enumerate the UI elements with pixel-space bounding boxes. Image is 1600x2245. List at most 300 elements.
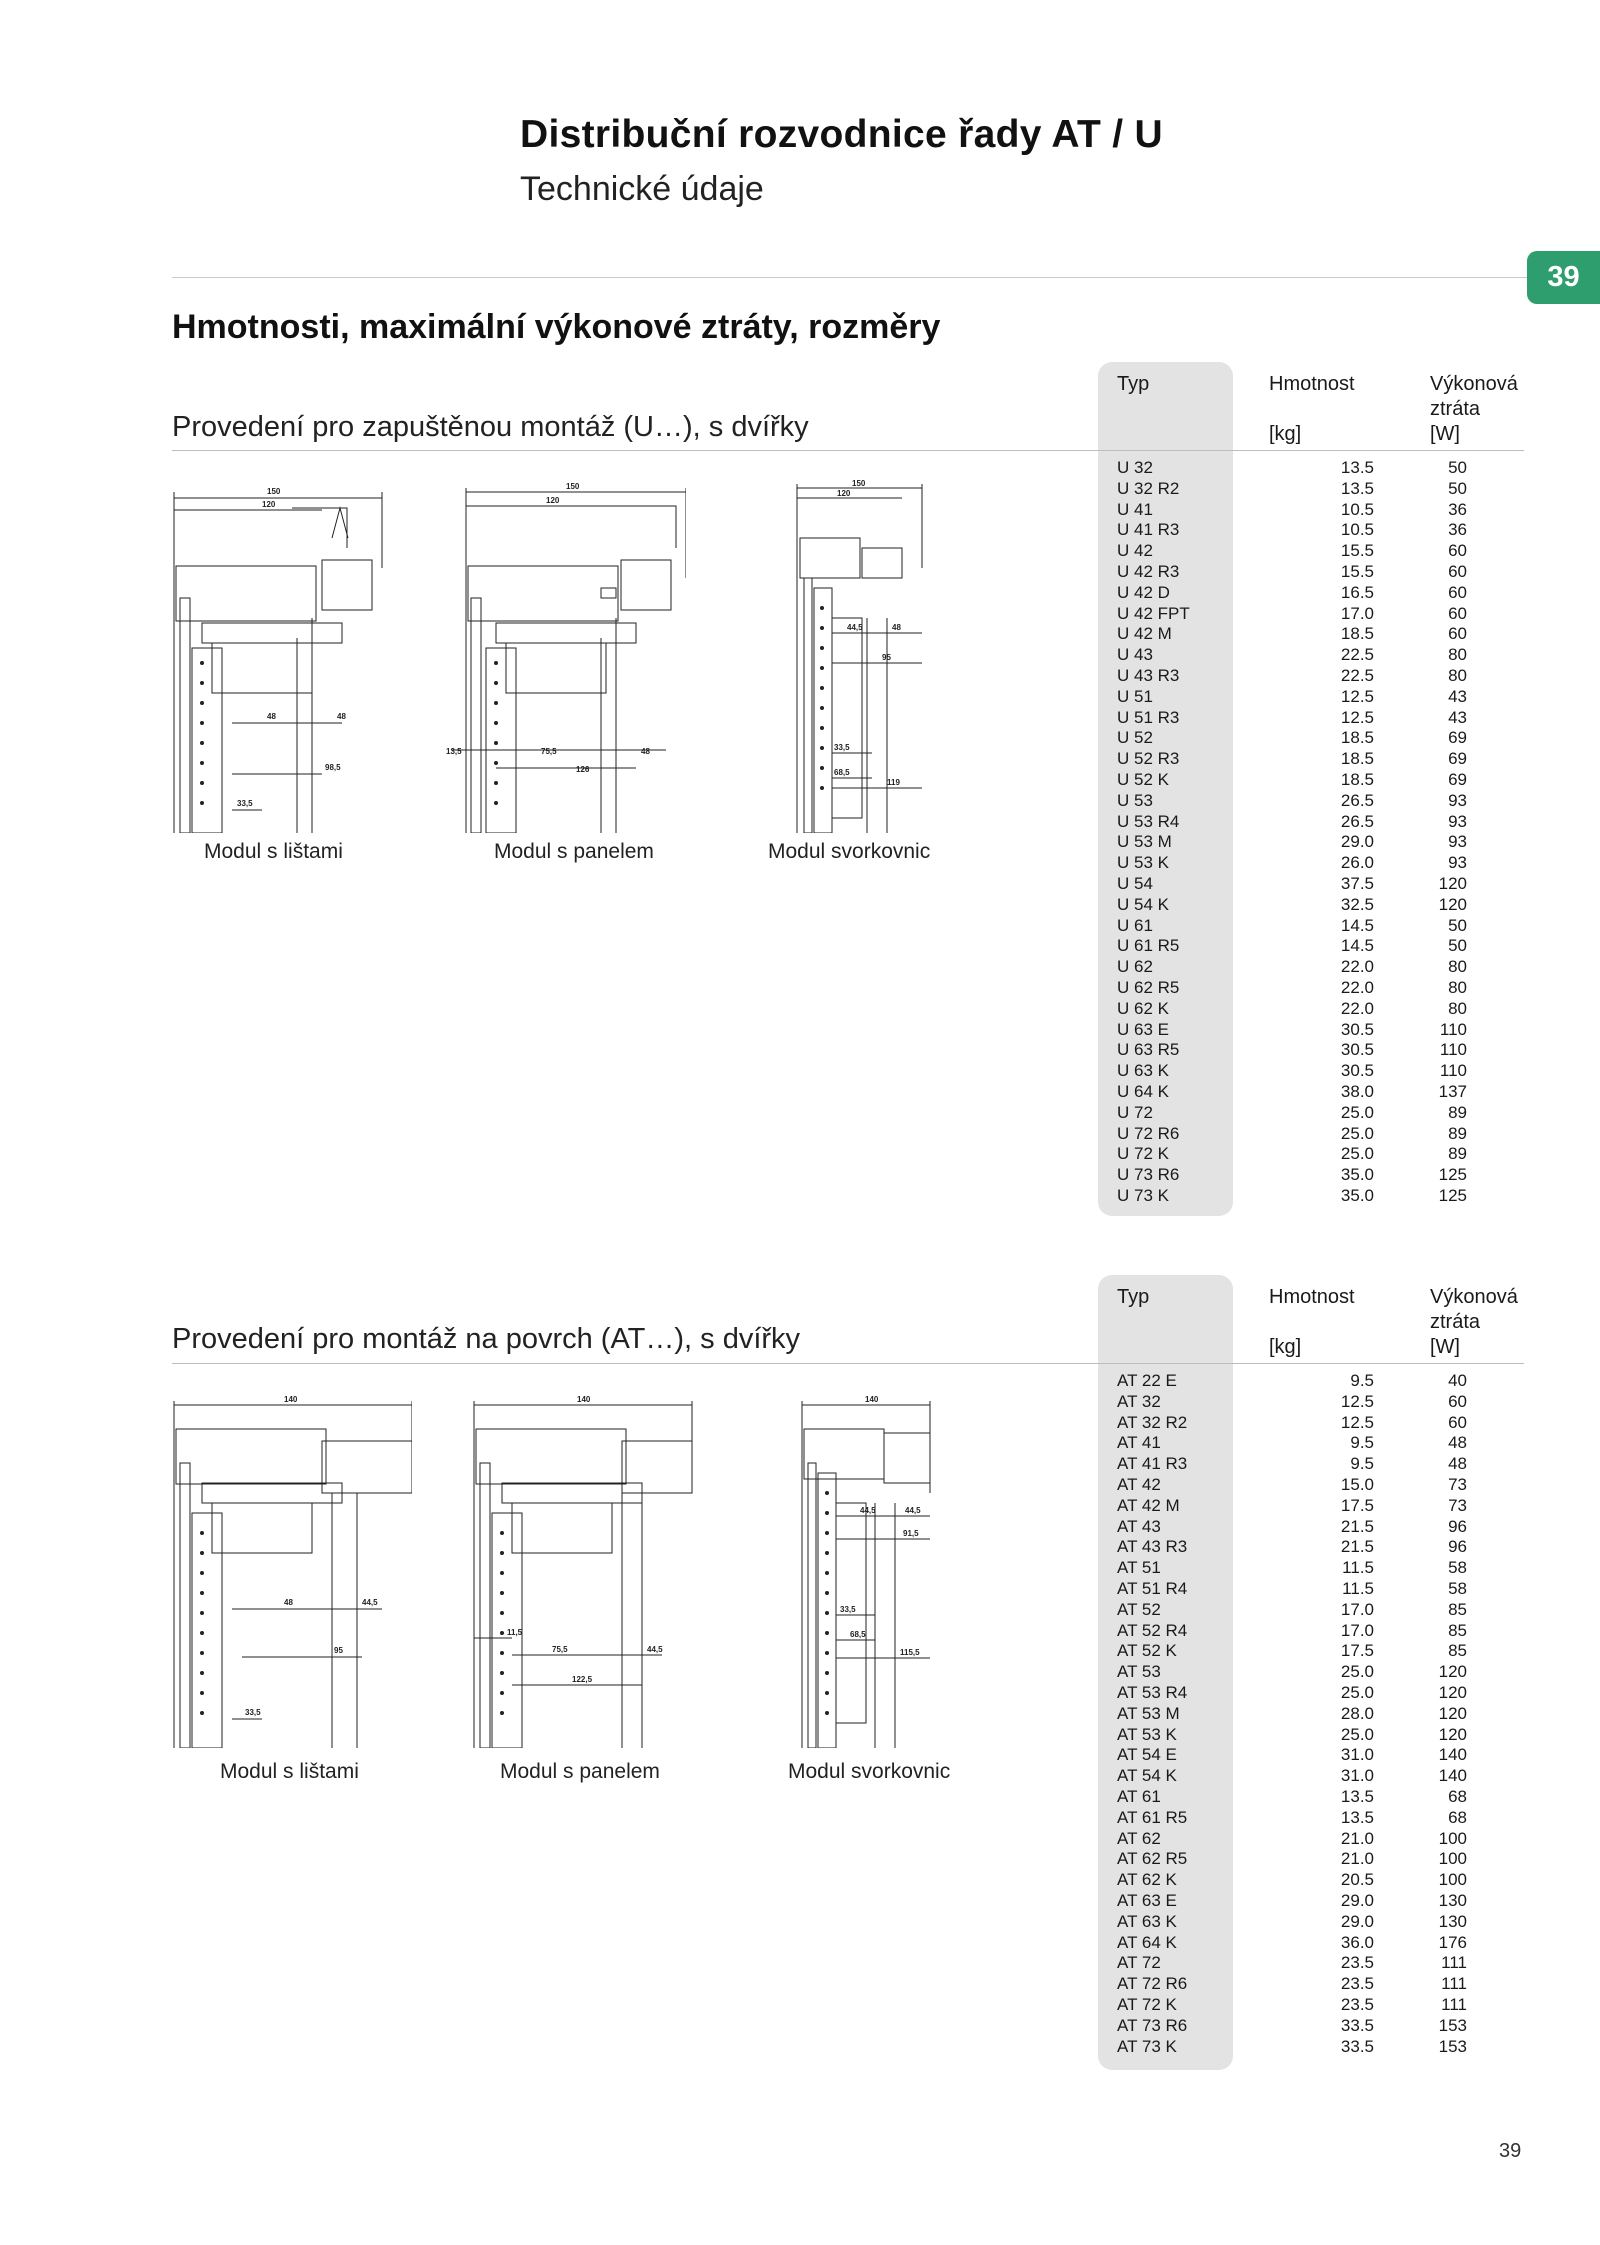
loss-cell: 89: [1448, 1123, 1467, 1143]
dim-label: 140: [284, 1395, 298, 1404]
loss-cell: 48: [1448, 1454, 1467, 1474]
table-row: [1117, 2016, 1467, 2037]
table-row: [1117, 708, 1467, 729]
loss-cell: 60: [1448, 1391, 1467, 1411]
weight-cell: 25.0: [1340, 1724, 1374, 1744]
loss-cell: 85: [1448, 1599, 1467, 1619]
type-cell: U 62 K: [1117, 998, 1169, 1018]
table-row: [1117, 562, 1467, 583]
dim-label: 48: [641, 747, 650, 756]
weight-cell: 9.5: [1350, 1433, 1374, 1453]
type-cell: AT 53 R4: [1117, 1682, 1188, 1702]
type-cell: AT 54 E: [1117, 1745, 1177, 1765]
loss-cell: 89: [1448, 1102, 1467, 1122]
loss-cell: 100: [1438, 1870, 1467, 1890]
loss-cell: 36: [1448, 499, 1467, 519]
table-row: [1117, 520, 1467, 541]
page-tab-badge: 39: [1527, 251, 1600, 304]
loss-cell: 69: [1448, 749, 1467, 769]
table-row: [1117, 1995, 1467, 2016]
type-cell: U 32 R2: [1117, 478, 1180, 498]
weight-cell: 15.0: [1340, 1474, 1374, 1494]
caption-at-1: Modul s lištami: [220, 1760, 359, 1783]
section-title-u: Provedení pro zapuštěnou montáž (U…), s dvířky: [172, 411, 809, 443]
table-row: [1117, 1413, 1467, 1434]
loss-cell: 80: [1448, 977, 1467, 997]
caption-at-3: Modul svorkovnic: [788, 1760, 951, 1783]
loss-cell: 130: [1438, 1890, 1467, 1910]
loss-cell: 130: [1438, 1911, 1467, 1931]
header-type-at: Typ: [1117, 1286, 1150, 1308]
table-row: [1117, 1020, 1467, 1041]
weight-cell: 12.5: [1340, 1412, 1374, 1432]
type-cell: AT 53: [1117, 1662, 1161, 1682]
loss-cell: 125: [1438, 1165, 1467, 1185]
dim-label: 13,5: [446, 747, 462, 756]
dim-label: 122,5: [572, 1675, 593, 1684]
weight-cell: 18.5: [1340, 749, 1374, 769]
dim-label: 115,5: [900, 1648, 920, 1657]
dim-label: 33,5: [245, 1708, 261, 1717]
type-cell: U 64 K: [1117, 1081, 1169, 1101]
weight-cell: 21.5: [1340, 1537, 1374, 1557]
dim-label: 140: [577, 1395, 591, 1404]
dim-label: 95: [882, 653, 891, 662]
type-cell: U 72: [1117, 1102, 1153, 1122]
table-row: [1117, 1061, 1467, 1082]
loss-cell: 80: [1448, 645, 1467, 665]
loss-cell: 153: [1438, 2036, 1467, 2056]
type-cell: U 43 R3: [1117, 665, 1180, 685]
weight-cell: 25.0: [1340, 1102, 1374, 1122]
loss-cell: 140: [1438, 1745, 1467, 1765]
type-cell: AT 51: [1117, 1558, 1161, 1578]
table-row: [1117, 1558, 1467, 1579]
weight-cell: 17.0: [1340, 1620, 1374, 1640]
table-row: [1117, 1662, 1467, 1683]
weight-cell: 17.5: [1340, 1495, 1374, 1515]
dim-label: 120: [546, 496, 560, 505]
weight-cell: 26.5: [1340, 790, 1374, 810]
table-row: [1117, 1103, 1467, 1124]
weight-cell: 9.5: [1350, 1371, 1374, 1390]
table-row: [1117, 1124, 1467, 1145]
header-loss-at-1: Výkonová: [1430, 1286, 1518, 1308]
loss-cell: 110: [1439, 1061, 1467, 1081]
loss-cell: 120: [1438, 1724, 1467, 1744]
weight-cell: 22.5: [1340, 665, 1374, 685]
weight-cell: 18.5: [1340, 728, 1374, 748]
dim-label: 44,5: [847, 623, 863, 632]
loss-cell: 60: [1448, 561, 1467, 581]
type-cell: U 61 R5: [1117, 936, 1180, 956]
type-cell: U 51 R3: [1117, 707, 1180, 727]
weight-cell: 15.5: [1340, 561, 1374, 581]
loss-cell: 69: [1448, 769, 1467, 789]
loss-cell: 69: [1448, 728, 1467, 748]
loss-cell: 85: [1448, 1620, 1467, 1640]
weight-cell: 18.5: [1340, 769, 1374, 789]
weight-cell: 21.0: [1340, 1849, 1374, 1869]
weight-cell: 9.5: [1350, 1454, 1374, 1474]
weight-cell: 17.0: [1340, 603, 1374, 623]
table-row: [1117, 1433, 1467, 1454]
type-cell: AT 52: [1117, 1599, 1161, 1619]
type-cell: AT 41 R3: [1117, 1454, 1188, 1474]
loss-cell: 111: [1441, 1974, 1467, 1994]
table-row: [1117, 1933, 1467, 1954]
weight-cell: 13.5: [1340, 1786, 1374, 1806]
type-cell: U 41 R3: [1117, 520, 1180, 540]
page-title: Distribuční rozvodnice řady AT / U: [520, 113, 1163, 156]
table-row: [1117, 604, 1467, 625]
type-cell: AT 63 K: [1117, 1911, 1177, 1931]
dim-label: 68,5: [850, 1630, 866, 1639]
section-divider-u: [172, 450, 1524, 451]
caption-u-2: Modul s panelem: [494, 840, 654, 863]
drawing-u-modul-svorkovnic: [792, 478, 927, 833]
type-cell: AT 61 R5: [1117, 1807, 1188, 1827]
dim-label: 140: [865, 1395, 879, 1404]
loss-cell: 60: [1448, 582, 1467, 602]
dim-label: 98,5: [325, 763, 341, 772]
type-cell: AT 72 K: [1117, 1994, 1177, 2014]
header-loss-unit-u: [W]: [1430, 423, 1460, 445]
weight-cell: 21.0: [1340, 1828, 1374, 1848]
weight-cell: 25.0: [1340, 1144, 1374, 1164]
loss-cell: 68: [1448, 1786, 1467, 1806]
type-cell: AT 53 K: [1117, 1724, 1177, 1744]
table-row: [1117, 1683, 1467, 1704]
page-subtitle: Technické údaje: [520, 170, 764, 208]
loss-cell: 153: [1438, 2015, 1467, 2035]
page-number: 39: [1499, 2140, 1522, 2162]
weight-cell: 18.5: [1340, 624, 1374, 644]
table-row: [1117, 1579, 1467, 1600]
weight-cell: 30.5: [1340, 1040, 1374, 1060]
dim-label: 48: [267, 712, 276, 721]
loss-cell: 73: [1448, 1495, 1467, 1515]
table-row: [1117, 978, 1467, 999]
type-cell: U 63 E: [1117, 1019, 1169, 1039]
type-cell: U 32: [1117, 458, 1153, 477]
type-cell: U 62: [1117, 957, 1153, 977]
table-row: [1117, 479, 1467, 500]
table-row: [1117, 1600, 1467, 1621]
weight-cell: 29.0: [1340, 832, 1374, 852]
table-row: [1117, 583, 1467, 604]
table-row: [1117, 1537, 1467, 1558]
table-row: [1117, 1392, 1467, 1413]
weight-cell: 12.5: [1340, 686, 1374, 706]
weight-cell: 26.5: [1340, 811, 1374, 831]
table-row: [1117, 895, 1467, 916]
weight-cell: 12.5: [1340, 707, 1374, 727]
loss-cell: 60: [1448, 624, 1467, 644]
loss-cell: 93: [1448, 811, 1467, 831]
type-cell: U 54: [1117, 873, 1153, 893]
table-row: [1117, 1144, 1467, 1165]
type-cell: AT 63 E: [1117, 1890, 1177, 1910]
dim-label: 68,5: [834, 768, 850, 777]
header-weight-unit-at: [kg]: [1269, 1336, 1302, 1358]
table-row: [1117, 1870, 1467, 1891]
dim-label: 120: [262, 500, 276, 509]
weight-cell: 30.5: [1340, 1061, 1374, 1081]
caption-u-3: Modul svorkovnic: [768, 840, 931, 863]
dim-label: 48: [892, 623, 901, 632]
header-type-u: Typ: [1117, 373, 1150, 395]
type-cell: AT 64 K: [1117, 1932, 1177, 1952]
weight-cell: 31.0: [1340, 1766, 1374, 1786]
header-weight-u: Hmotnost: [1269, 373, 1355, 395]
drawing-at-modul-listy: [172, 1393, 412, 1748]
type-cell: AT 73 K: [1117, 2036, 1177, 2056]
loss-cell: 60: [1448, 541, 1467, 561]
table-row: [1117, 853, 1467, 874]
drawing-at-modul-panel: [472, 1393, 694, 1748]
type-cell: AT 43: [1117, 1516, 1161, 1536]
dim-label: 33,5: [834, 743, 850, 752]
weight-cell: 32.5: [1340, 894, 1374, 914]
weight-cell: 25.0: [1340, 1662, 1374, 1682]
loss-cell: 100: [1438, 1849, 1467, 1869]
weight-cell: 25.0: [1340, 1123, 1374, 1143]
table-row: [1117, 1808, 1467, 1829]
type-cell: U 52 R3: [1117, 749, 1180, 769]
weight-cell: 14.5: [1340, 915, 1374, 935]
loss-cell: 58: [1448, 1558, 1467, 1578]
table-row: [1117, 1974, 1467, 1995]
table-row: [1117, 1496, 1467, 1517]
weight-cell: 31.0: [1340, 1745, 1374, 1765]
weight-cell: 23.5: [1340, 1974, 1374, 1994]
table-row: [1117, 832, 1467, 853]
type-cell: U 73 K: [1117, 1185, 1169, 1205]
type-cell: AT 52 R4: [1117, 1620, 1188, 1640]
type-cell: U 54 K: [1117, 894, 1169, 914]
loss-cell: 100: [1438, 1828, 1467, 1848]
loss-cell: 93: [1448, 790, 1467, 810]
table-row: [1117, 1704, 1467, 1725]
table-row: [1117, 624, 1467, 645]
weight-cell: 12.5: [1340, 1391, 1374, 1411]
weight-cell: 10.5: [1340, 499, 1374, 519]
type-cell: AT 61: [1117, 1786, 1161, 1806]
loss-cell: 43: [1448, 686, 1467, 706]
type-cell: U 51: [1117, 686, 1153, 706]
weight-cell: 22.5: [1340, 645, 1374, 665]
weight-cell: 14.5: [1340, 936, 1374, 956]
loss-cell: 120: [1438, 873, 1467, 893]
table-row: [1117, 770, 1467, 791]
table-row: [1117, 1766, 1467, 1787]
weight-cell: 25.0: [1340, 1682, 1374, 1702]
loss-cell: 120: [1438, 894, 1467, 914]
table-row: [1117, 1040, 1467, 1061]
weight-cell: 30.5: [1340, 1019, 1374, 1039]
dim-label: 11,5: [507, 1628, 523, 1637]
loss-cell: 80: [1448, 957, 1467, 977]
dim-label: 75,5: [541, 747, 557, 756]
weight-cell: 29.0: [1340, 1911, 1374, 1931]
table-row: [1117, 957, 1467, 978]
weight-cell: 22.0: [1340, 977, 1374, 997]
loss-cell: 80: [1448, 665, 1467, 685]
type-cell: AT 73 R6: [1117, 2015, 1188, 2035]
dim-label: 150: [852, 479, 866, 488]
dim-label: 120: [837, 489, 851, 498]
dim-label: 95: [334, 1646, 343, 1655]
type-cell: U 73 R6: [1117, 1165, 1180, 1185]
table-row: [1117, 874, 1467, 895]
loss-cell: 96: [1448, 1516, 1467, 1536]
dim-label: 44,5: [362, 1598, 378, 1607]
weight-cell: 13.5: [1340, 478, 1374, 498]
dim-label: 48: [284, 1598, 293, 1607]
type-cell: AT 72 R6: [1117, 1974, 1188, 1994]
drawing-at-modul-svorkovnic: [800, 1393, 935, 1748]
weight-cell: 38.0: [1340, 1081, 1374, 1101]
weight-cell: 15.5: [1340, 541, 1374, 561]
table-row: [1117, 749, 1467, 770]
type-cell: U 42: [1117, 541, 1153, 561]
table-row: [1117, 687, 1467, 708]
loss-cell: 43: [1448, 707, 1467, 727]
type-cell: AT 42 M: [1117, 1495, 1180, 1515]
dim-label: 48: [337, 712, 346, 721]
table-row: [1117, 728, 1467, 749]
type-cell: U 72 K: [1117, 1144, 1169, 1164]
dim-label: 33,5: [237, 799, 253, 808]
type-cell: AT 51 R4: [1117, 1578, 1188, 1598]
type-cell: U 43: [1117, 645, 1153, 665]
table-row: [1117, 500, 1467, 521]
weight-cell: 23.5: [1340, 1994, 1374, 2014]
loss-cell: 111: [1441, 1953, 1467, 1973]
loss-cell: 93: [1448, 832, 1467, 852]
type-cell: U 42 M: [1117, 624, 1172, 644]
dim-label: 75,5: [552, 1645, 568, 1654]
loss-cell: 80: [1448, 998, 1467, 1018]
weight-cell: 11.5: [1342, 1578, 1374, 1598]
caption-at-2: Modul s panelem: [500, 1760, 660, 1783]
drawing-u-modul-listy: [172, 478, 387, 833]
loss-cell: 36: [1448, 520, 1467, 540]
loss-cell: 110: [1439, 1019, 1467, 1039]
loss-cell: 111: [1441, 1994, 1467, 2014]
table-row: [1117, 999, 1467, 1020]
table-row: [1117, 1475, 1467, 1496]
table-row: [1117, 1953, 1467, 1974]
table-row: [1117, 1641, 1467, 1662]
weight-cell: 35.0: [1340, 1185, 1374, 1205]
type-cell: U 53 M: [1117, 832, 1172, 852]
weight-cell: 13.5: [1340, 458, 1374, 477]
type-cell: AT 41: [1117, 1433, 1161, 1453]
table-row: [1117, 1186, 1467, 1207]
type-cell: AT 62: [1117, 1828, 1161, 1848]
dim-label: 44,5: [647, 1645, 663, 1654]
table-row: [1117, 2037, 1467, 2058]
loss-cell: 50: [1448, 458, 1467, 477]
type-cell: AT 42: [1117, 1474, 1161, 1494]
table-row: [1117, 1745, 1467, 1766]
weight-cell: 22.0: [1340, 998, 1374, 1018]
weight-cell: 36.0: [1340, 1932, 1374, 1952]
type-cell: AT 32 R2: [1117, 1412, 1188, 1432]
table-row: [1117, 1621, 1467, 1642]
dim-label: 150: [267, 487, 281, 496]
dim-label: 91,5: [903, 1529, 919, 1538]
table-row: [1117, 1849, 1467, 1870]
type-cell: U 52: [1117, 728, 1153, 748]
weight-cell: 11.5: [1342, 1558, 1374, 1578]
type-cell: U 53 R4: [1117, 811, 1180, 831]
type-cell: U 62 R5: [1117, 977, 1180, 997]
type-cell: U 42 FPT: [1117, 603, 1190, 623]
type-cell: AT 52 K: [1117, 1641, 1177, 1661]
loss-cell: 137: [1438, 1081, 1467, 1101]
loss-cell: 68: [1448, 1807, 1467, 1827]
weight-cell: 23.5: [1340, 1953, 1374, 1973]
loss-cell: 40: [1448, 1371, 1467, 1390]
type-cell: U 63 R5: [1117, 1040, 1180, 1060]
type-cell: U 52 K: [1117, 769, 1169, 789]
header-loss-u-2: ztráta: [1430, 398, 1481, 420]
weight-cell: 37.5: [1340, 873, 1374, 893]
weight-cell: 33.5: [1340, 2015, 1374, 2035]
loss-cell: 50: [1448, 478, 1467, 498]
table-row: [1117, 791, 1467, 812]
section-heading: Hmotnosti, maximální výkonové ztráty, rozměry: [172, 308, 941, 346]
loss-cell: 85: [1448, 1641, 1467, 1661]
header-loss-unit-at: [W]: [1430, 1336, 1460, 1358]
type-cell: AT 54 K: [1117, 1766, 1177, 1786]
type-cell: AT 22 E: [1117, 1371, 1177, 1390]
table-row: [1117, 1891, 1467, 1912]
table-row: [1117, 1912, 1467, 1933]
table-row: [1117, 458, 1467, 479]
table-row: [1117, 1787, 1467, 1808]
type-cell: AT 43 R3: [1117, 1537, 1188, 1557]
weight-cell: 33.5: [1340, 2036, 1374, 2056]
weight-cell: 17.0: [1340, 1599, 1374, 1619]
loss-cell: 120: [1438, 1703, 1467, 1723]
loss-cell: 110: [1439, 1040, 1467, 1060]
table-row: [1117, 1165, 1467, 1186]
weight-cell: 20.5: [1340, 1870, 1374, 1890]
table-row: [1117, 1725, 1467, 1746]
dim-label: 44,5: [905, 1506, 921, 1515]
table-row: [1117, 916, 1467, 937]
loss-cell: 60: [1448, 603, 1467, 623]
weight-cell: 16.5: [1340, 582, 1374, 602]
table-row: [1117, 1371, 1467, 1392]
table-row: [1117, 1082, 1467, 1103]
caption-u-1: Modul s lištami: [204, 840, 343, 863]
table-row: [1117, 1517, 1467, 1538]
dim-label: 150: [566, 482, 580, 491]
loss-cell: 60: [1448, 1412, 1467, 1432]
type-cell: AT 72: [1117, 1953, 1161, 1973]
loss-cell: 140: [1438, 1766, 1467, 1786]
header-weight-unit-u: [kg]: [1269, 423, 1302, 445]
table-row: [1117, 1454, 1467, 1475]
dim-label: 44,5: [860, 1506, 876, 1515]
section-title-at: Provedení pro montáž na povrch (AT…), s dvířky: [172, 1323, 801, 1355]
loss-cell: 93: [1448, 853, 1467, 873]
